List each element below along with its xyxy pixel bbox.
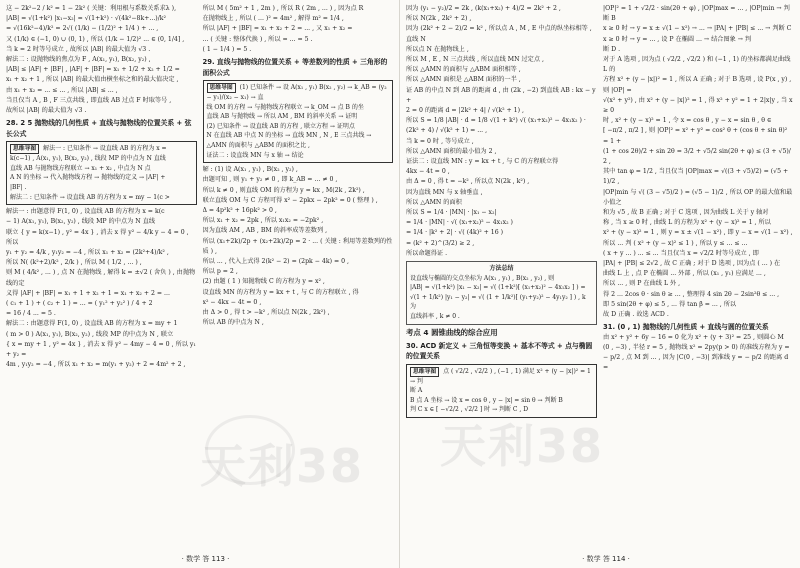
text-line: 由题可知 , 则 y₁ + y₂ ≠ 0 , 即 k_AB = ... ≠ 0 , bbox=[202, 176, 338, 184]
mindmap-line: 解法一 : 已知条件 → 设直线 AB 的方程为 x = bbox=[43, 145, 167, 153]
text-line: 所以 p = 2 , bbox=[202, 268, 238, 276]
problem-28-heading: 28. 2 5 抛物线的几何性质 + 直线与抛物线的位置关系 + 弦长公式 bbox=[6, 119, 192, 138]
text-line: 则 M ( 4/k² , ... ) , 点 N 在抛物线 , 解得 k = ±√2 ( 舍负 ) , 由抛物线的定 bbox=[6, 269, 196, 287]
problem-31-heading: 31. (0 , 1) 抛物线的几何性质 + 直线与圆的位置关系 bbox=[603, 323, 769, 332]
mindmap-line: N 在直线 AB 中点 N 的坐标 → 直线 MN , N , E 三点共线 → bbox=[206, 132, 372, 140]
mindmap-line: B 点 A 坐标 → 设 x = cos θ , y − |x| = sin θ → 判断 B bbox=[410, 396, 563, 404]
text-line: 由 Δ > 0 , 得 t > −k² , 所以点 N(2k , 2k²) , bbox=[202, 309, 330, 317]
right-col1-top-block bbox=[406, 4, 597, 259]
mindmap-tag: 思维导图 bbox=[410, 367, 439, 377]
topic-4-heading: 考点 4 圆锥曲线的综合应用 bbox=[406, 327, 498, 337]
text-line: 时 , x² + (y − x)² = 1 , 令 x = cos θ , y − x = sin θ , θ ∈ bbox=[603, 117, 772, 125]
mindmap-line: 证法二 : 设直线 MN 与 x 轴 → 结论 bbox=[206, 151, 304, 159]
text-line: 断 D . bbox=[603, 45, 621, 53]
method-line: √(1 + 1/k²) |y₁ − y₂| = √( (1 + 1/k²)[ (y₁+y₂)² − 4y₁y₂ ] ) , k 为 bbox=[410, 293, 586, 311]
left-page-footer: · 数学 答 113 · bbox=[181, 555, 230, 563]
text-line: 因为 (y₁ − y₂)/2 = 2k , (k(x₁+x₂) + 4)/2 = 2k² + 2 , bbox=[406, 5, 561, 12]
text-line: |AB| = √(1+k²) |x₁−x₂| = √(1+k²) · √(4k²−8k+...)/k² bbox=[6, 15, 167, 23]
mindmap-line: 直线 AB 与抛物线 → 所以 AM , BM 的斜率关系 → 证明 bbox=[206, 113, 358, 121]
problem-28-mindmap-text bbox=[10, 145, 170, 200]
left-col-1 bbox=[6, 4, 197, 552]
watermark-left: 天利38 bbox=[200, 439, 365, 493]
text-line: 称 , 当 x ≥ 0 时 , 曲线 L 的方程为 x² + (y − x)² = 1 , 所以 bbox=[603, 219, 771, 227]
text-line: Δ = 4p²k² + 16pk² > 0 , bbox=[202, 206, 277, 214]
text-line: 所以 ... , 则 P 在曲线 L 外 , bbox=[603, 280, 681, 288]
mindmap-tag: 思维导图 bbox=[207, 83, 236, 93]
text-line: x² − 4kx − 4t = 0 , bbox=[202, 298, 262, 306]
text-line: 由 x₁ + x₂ = ... ≤ ... , 所以 |AB| ≤ ... , bbox=[6, 86, 118, 94]
text-line: 因为 (2k² + 2 − 2)/2 = k² , 所以点 A , M , E 中点的纵坐标相等 , 直线 N bbox=[406, 25, 592, 43]
text-line: 所以 ... , 代入上式得 2(k² − 2) = (2pk − 4k) = 0 , bbox=[202, 258, 349, 265]
problem-29-mindmap-box bbox=[203, 80, 394, 163]
right-col-2 bbox=[603, 4, 794, 552]
text-line: (0 , −3) , 半径 r = 5 , 抛物线 x² = 2py(p > 0) 的准线方程为 y = bbox=[603, 344, 790, 351]
mindmap-line: (1) 已知条件 → 设 A(x₁ , y₁) B(x₂ , y₂) → k_AB = (y₂ − y₁)/(x₂ − x₁) → 直 bbox=[206, 84, 387, 102]
watermark-right: 天利38 bbox=[440, 419, 605, 473]
text-line: x ≥ 0 时 → y = ... , 设 P 在椭圆 ... → 结合图象 → 判 bbox=[603, 35, 752, 43]
text-line: 所以 k ≠ 0 , 则直线 OM 的方程为 y = kx , M(2k , 2k²) , bbox=[202, 186, 365, 194]
text-line: 所以 S = 1/8 |AB| · d = 1/8 √(1 + k²) √( (x₁+x₂)² − 4x₁x₂ ) · bbox=[406, 117, 586, 125]
text-line: 这 − 2k²−2 / k² = 1 − 2k² ( 关键：利用根与系数关系求λ ), bbox=[6, 5, 177, 12]
mindmap-line: 线 OM 的方程 → 与抛物线方程联立 → k_OM → 点 B 的坐 bbox=[206, 103, 364, 111]
text-line: |AB| ≤ |AF| + |BF| , |AF| + |BF| = x₁ + 1/2 + x₂ + 1/2 = bbox=[6, 66, 180, 74]
text-line: 所以 (x₁+2k)/2p + (x₂+2k)/2p = 2 · ... ( 关键 : 利用等差数列的性质 ) , bbox=[202, 237, 393, 255]
text-line: 2 = 0 的距离 d = |2k² + 4| / √(k² + 1) , bbox=[406, 107, 524, 115]
text-line: 故 D 正确 . 故选 ACD . bbox=[603, 311, 669, 319]
text-line: x₁ + x₂ + 1 , 所以 |AB| 的最大值由横坐标之和的最大值决定 , bbox=[6, 76, 179, 84]
text-line: ... ( 关键 : 整体代换 ) , 所以 = ... = 5 . bbox=[202, 35, 313, 43]
problem-28-mindmap-box bbox=[6, 141, 197, 205]
text-line: x ≥ 0 时 → y = x ± √(1 − x²) → ... → |PA| + |PB| ≤ ... → 判断 C bbox=[603, 25, 792, 33]
text-line: 解 : (1) 设 A(x₁ , y₁) , B(x₂ , y₂) , bbox=[202, 166, 298, 174]
text-line: 因为直线 MN 与 x 轴垂直 , bbox=[406, 188, 483, 196]
text-line: (2k² + 4) / √(k² + 1) = ... , bbox=[406, 127, 488, 135]
text-line: 故所以 |AB| 的最大值为 √3 . bbox=[6, 107, 87, 115]
mindmap-line: |BF| . bbox=[10, 184, 27, 192]
left-col1-top-block bbox=[6, 4, 197, 116]
text-line: 所以 △AMN 面积是 △ABM 面积的一半 , bbox=[406, 76, 521, 84]
mindmap-line: k(c−1) , A(x₁, y₁), B(x₂, y₂) , 线段 MP 的中点为 N 直线 bbox=[10, 155, 166, 163]
text-line: 所以 S = 1/4 · |MN| · |x₁ − x₂| bbox=[406, 209, 497, 217]
text-line: [ −π/2 , π/2 ] , 则 |OP|² = x² + y² = cos² θ + (cos θ + sin θ)² = 1 + bbox=[603, 127, 788, 145]
method-summary-box bbox=[406, 261, 597, 325]
text-line: 当且仅当 A , B , F 三点共线 , 即直线 AB 过点 F 时取等号 , bbox=[6, 96, 172, 104]
mindmap-line: 直线 AB 与抛物线方程联立 → x₁ + x₂ , 中点为 N 点 bbox=[10, 164, 151, 172]
text-line: |OP|² = 1 + √2/2 · sin(2θ + φ) , |OP|max = ... , |OP|min → 判断 B bbox=[603, 5, 790, 23]
text-line: (2) 由题 ( 1 ) 知抛物线 C 的方程为 y = x² , bbox=[202, 278, 325, 286]
text-line: 所以 ... 判 ( x² + (y − x)² ≤ 1 ) , 所以 y ≤ ... ≤ ... bbox=[603, 239, 748, 247]
text-line: ( x + y ... ) ... ≤ ... 当且仅当 x = √2/2 时等号成立 , 即 bbox=[603, 249, 759, 257]
text-line: (1 + cos 2θ)/2 + sin 2θ = 3/2 + √5/2 sin(2θ + φ) ≤ (3 + √5)/2 , bbox=[603, 147, 791, 166]
right-col-1 bbox=[406, 4, 597, 552]
text-line: |PA| + |PB| ≤ 2√2 , 故 C 正确 ; 对于 D 选项 , 因为点 ( ... ) 在 bbox=[603, 260, 781, 268]
text-line: ( 1 − 1/4 ) = 5 . bbox=[202, 45, 252, 53]
text-line: 所以 x₁ + x₂ = 2pk , 所以 x₁x₂ = −2pk² , bbox=[202, 217, 324, 225]
method-summary-text bbox=[410, 274, 593, 322]
right-col2-top-block bbox=[603, 4, 794, 320]
right-page-footer: · 数学 答 114 · bbox=[582, 555, 630, 563]
method-line: |AB| = √(1+k²) |x₁ − x₂| = √( (1+k²)[ (x₁+x₂)² − 4x₁x₂ ] ) = bbox=[410, 284, 586, 292]
text-line: 义得 |AF| + |BF| = x₁ + 1 + x₂ + 1 = x₁ + x₂ + 2 = ... bbox=[6, 289, 170, 297]
text-line: 即 5 sin(2θ + φ) ≤ 5 , ... 得 tan β = ... , 所以 bbox=[603, 300, 737, 308]
problem-28-solution bbox=[6, 207, 197, 370]
text-line: 曲线 L 上 , 点 P 在椭圆 ... 外部 , 所以 (x₁ , y₁) 应满足 ... , bbox=[603, 270, 766, 278]
text-line: = √(16k²−4)/k² = 2√( (1/k) − (1/2)² + 1/4 ) + ... , bbox=[6, 25, 159, 33]
text-line: 所以 N(2k , 2k² + 2) , bbox=[406, 15, 472, 23]
text-line: x² + (y − x)² = 1 , 则 y = x ± √(1 − x²) , 即 y − x = √(1 − x²) , bbox=[603, 229, 793, 237]
text-line: 证法二 : 设直线 MN : y = kx + t , 与 C 的方程联立得 bbox=[406, 158, 559, 166]
text-line: 对于 A 选项 , 因为点 ( √2/2 , √2/2 ) 和 (−1 , 1) 的坐标都满足曲线 L 的 bbox=[603, 56, 791, 74]
mindmap-line: 点 ( √2/2 , √2/2 ) , (−1 , 1) 满足 x² + (y − |x|)² = 1 → 判 bbox=[410, 367, 591, 385]
text-line: 因为直线 AM , AB , BM 的斜率成等差数列 , bbox=[202, 227, 328, 235]
text-line: 联立 { y = k(x−1) , y² = 4x } , 消去 x 得 y² − 4/k y − 4 = 0 , 所以 bbox=[6, 228, 189, 246]
text-line: 所以命题得证 . bbox=[406, 249, 448, 257]
mindmap-line: 解法二 : 已知条件 → 设直线 AB 的方程为 x = my − 1(c > bbox=[10, 193, 170, 201]
problem-30-mindmap-box bbox=[406, 364, 597, 418]
text-line: 联立直线 OM 与 C 方程可得 x² − 2pkx − 2pk² = 0 ( 整理 ) , bbox=[202, 196, 378, 204]
text-line: 所以 M ( 5m² + 1 , 2m ) , 所以 R ( 2m , ... ) , 因为点 R bbox=[202, 5, 364, 12]
text-line: = 16 / 4 ... = 5 . bbox=[6, 310, 56, 318]
mindmap-line: (2) 已知条件 → 设直线 AB 的方程 , 联立方程 → 证明点 bbox=[206, 122, 355, 130]
text-line: = 1/4 · |k² + 2| · √( (4k)² + 16 ) bbox=[406, 229, 504, 237]
problem-30-heading: 30. ACD 新定义 + 三角恒等变换 + 基本不等式 + 点与椭圆的位置关系 bbox=[406, 341, 593, 361]
text-line: ( m > 0 ) A(x₁, y₁), B(x₂, y₂) , 线段 MP 的中点为 N , 联立 bbox=[6, 330, 174, 338]
problem-29-heading: 29. 直线与抛物线的位置关系 + 等差数列的性质 + 三角形的面积公式 bbox=[202, 58, 388, 77]
text-line: 所以 |AF| + |BF| = x₁ + x₂ + 2 = ... , 又 x₁ + x₂ = bbox=[202, 25, 353, 33]
text-line: 由 Δ = 0 , 得 t = −k² , 所以点 N(2k , k²) , bbox=[406, 178, 530, 186]
method-summary-title: 方法总结 bbox=[489, 265, 514, 273]
text-line: 4m , y₁y₂ = −4 , 所以 x₁ + x₂ = m(y₁ + y₂) + 2 = 4m² + 2 , bbox=[6, 361, 186, 369]
text-line: − 1) A(x₁, y₁), B(x₂, y₂) , 线段 MP 的中点为 N 直线 bbox=[6, 218, 156, 226]
text-line: 在抛物线上 , 所以 ( ... )² = 4m² , 解得 m² = 1/4 , bbox=[202, 15, 344, 23]
left-col-2 bbox=[203, 4, 394, 552]
problem-31-solution bbox=[603, 333, 794, 374]
problem-29-mindmap-text bbox=[207, 84, 387, 159]
text-line: 其中 tan φ = 1/2 , 当且仅当 |OP|max = √((3 + √5)/2) = (√5 + 1)/2 , bbox=[603, 168, 789, 186]
mindmap-tag: 思维导图 bbox=[10, 144, 39, 154]
text-line: 证 AB 的中点 N 到 AB 的距离 d , 由 (2k , −2) 到直线 AB : kx − y + bbox=[406, 86, 596, 104]
text-line: 解法二 : 由题意得 F(1, 0) , 设直线 AB 的方程为 x = my + 1 bbox=[6, 320, 178, 328]
text-line: = (k² + 2)^(3/2) ≥ 2 , bbox=[406, 239, 475, 247]
text-line: { x = my + 1 , y² = 4x } , 消去 x 得 y² − 4my − 4 = 0 , 所以 y₁ + y₂ = bbox=[6, 340, 196, 359]
left-col2-top-block bbox=[203, 4, 394, 55]
text-line: 4kx − 4t = 0 , bbox=[406, 168, 450, 176]
text-line: 设直线 MN 的方程为 y = kx + t , 与 C 的方程联立 , 得 bbox=[202, 288, 359, 296]
mindmap-line: 断 A bbox=[410, 387, 423, 395]
text-line: 所以 M , E , N 三点共线 , 所以直线 MN 过定点 , bbox=[406, 56, 544, 64]
text-line: |OP|min 与 √( (3 − √5)/2 ) = (√5 − 1)/2 , 所以 OP 的最大值和最小值之 bbox=[603, 188, 793, 206]
text-line: − p/2 , 点 M 到 ... , 因为 |C(0 , −3)| 到准线 y = − p/2 的距离 d = bbox=[603, 354, 789, 372]
text-line: y₁ + y₂ = 4/k , y₁y₂ = −4 , 所以 x₁ + x₂ = (2k²+4)/k² , bbox=[6, 249, 169, 257]
text-line: 所以 △AMN 面积的最小值为 2 , bbox=[406, 147, 497, 155]
method-line: 直线斜率 , k ≠ 0 . bbox=[410, 313, 460, 321]
text-line: √(x² + y²) , 由 x² + (y − |x|)² = 1 , 得 x² + y² = 1 + 2|x|y , 当 x ≥ 0 bbox=[603, 96, 793, 115]
text-line: 所以 N( (k²+2)/k² , 2/k ) , 所以 M ( 1/2 , ... ) , bbox=[6, 259, 142, 267]
text-line: 解法一 : 由题意得 F(1, 0) , 设直线 AB 的方程为 x = k(c bbox=[6, 208, 165, 216]
mindmap-line: 判 C x ∈ [ −√2/2 , √2/2 ] 时 → 判断 C , D bbox=[410, 406, 529, 414]
text-line: 又 (1/k) ∈ (−1, 0) ∪ (0, 1) , 所以 (1/k − 1/2)² ... ∈ (0, 1/4] , bbox=[6, 35, 185, 43]
text-line: 所以 AB 的中点为 N , bbox=[202, 319, 264, 327]
text-line: 所以 △AMN 的面积与 △ABM 面积相等 , bbox=[406, 66, 521, 74]
problem-29-solution bbox=[203, 165, 394, 328]
text-line: 当 k = 2 时等号成立 , 故所以 |AB| 的最大值为 √3 . bbox=[6, 45, 151, 53]
text-line: 由 x² + y² + 6y − 16 = 0 化为 x² + (y + 3)² = 25 , 则圆心 M bbox=[603, 333, 784, 341]
text-line: ( c₁ + 1 ) + ( c₂ + 1 ) = ... = ( y₁² + y₂² ) / 4 + 2 bbox=[6, 300, 153, 308]
method-line: 设直线与椭圆的交点坐标为 A(x₁ , y₁) , B(x₂ , y₂) , 则 bbox=[410, 274, 555, 282]
text-line: 方程 x² + (y − |x|)² = 1 , 所以 A 正确 ; 对于 B 选项 , 设 P(x , y) , 则 |OP| = bbox=[603, 76, 792, 94]
text-line: = 1/4 · |MN| · √( (x₁+x₂)² − 4x₁x₂ ) bbox=[406, 219, 513, 227]
text-line: 所以点 N 在抛物线上 , bbox=[406, 45, 469, 53]
text-line: 得 2 ... 2cos θ · sin θ ≥ ... , 整理得 4 sin 2θ − 2sin²θ ≤ ... , bbox=[603, 290, 780, 298]
text-line: 解法二 : 设抛物线的焦点为 F , A(x₁, y₁), B(x₂, y₂) , bbox=[6, 56, 151, 64]
text-line: 所以 △AMN 的面积 bbox=[406, 198, 462, 206]
text-line: 和为 √5 , 故 B 正确 ; 对于 C 选项 , 因为曲线 L 关于 y 轴对 bbox=[603, 209, 769, 217]
mindmap-line: △AMN 的面积与 △ABM 的面积之比 , bbox=[206, 141, 310, 149]
mindmap-line: A N 的坐标 → 代入抛物线方程 → 抛物线的定义 → |AF| + bbox=[10, 174, 166, 182]
text-line: 当 k = 0 时 , 等号成立 , bbox=[406, 137, 474, 145]
right-page bbox=[400, 0, 800, 568]
